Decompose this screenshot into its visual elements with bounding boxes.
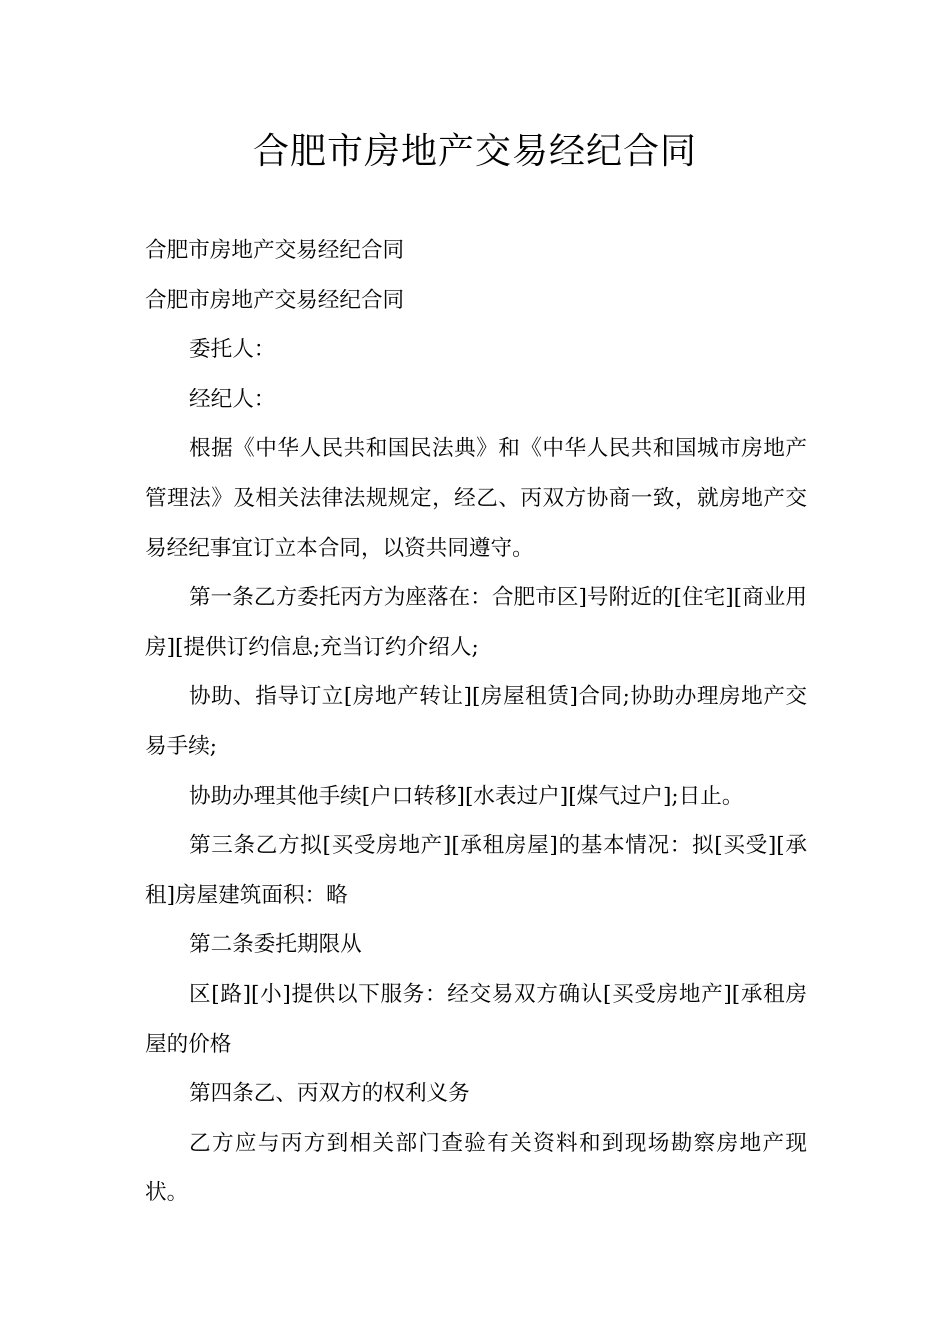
paragraph: 经纪人： [189,386,276,412]
paragraph: 协助、指导订立[房地产转让][房屋租赁]合同;协助办理房地产交易手续; [145,684,807,759]
paragraph: 委托人： [189,337,276,363]
paragraph: 第二条委托期限从 [189,932,362,958]
paragraph: 协助办理其他手续[户口转移][水表过户][煤气过户];日止。 [189,783,744,809]
paragraph: 第一条乙方委托丙方为座落在：合肥市区]号附近的[住宅][商业用房][提供订约信息;充当订约介绍人; [145,585,807,660]
paragraph: 根据《中华人民共和国民法典》和《中华人民共和国城市房地产管理法》及相关法律法规规定，经乙、丙双方协商一致，就房地产交易经纪事宜订立本合同，以资共同遵守。 [145,436,807,561]
paragraph: 第三条乙方拟[买受房地产][承租房屋]的基本情况：拟[买受][承租]房屋建筑面积：略 [145,833,807,908]
paragraph: 乙方应与丙方到相关部门查验有关资料和到现场勘察房地产现状。 [145,1130,807,1206]
document-title: 合肥市房地产交易经纪合同 [252,131,697,172]
paragraph: 第四条乙、丙双方的权利义务 [189,1081,470,1107]
paragraph: 合肥市房地产交易经纪合同 [145,287,405,313]
paragraph: 合肥市房地产交易经纪合同 [145,238,405,263]
document-body [145,226,807,1218]
paragraph: 区[路][小]提供以下服务：经交易双方确认[买受房地产][承租房屋的价格 [145,981,807,1057]
